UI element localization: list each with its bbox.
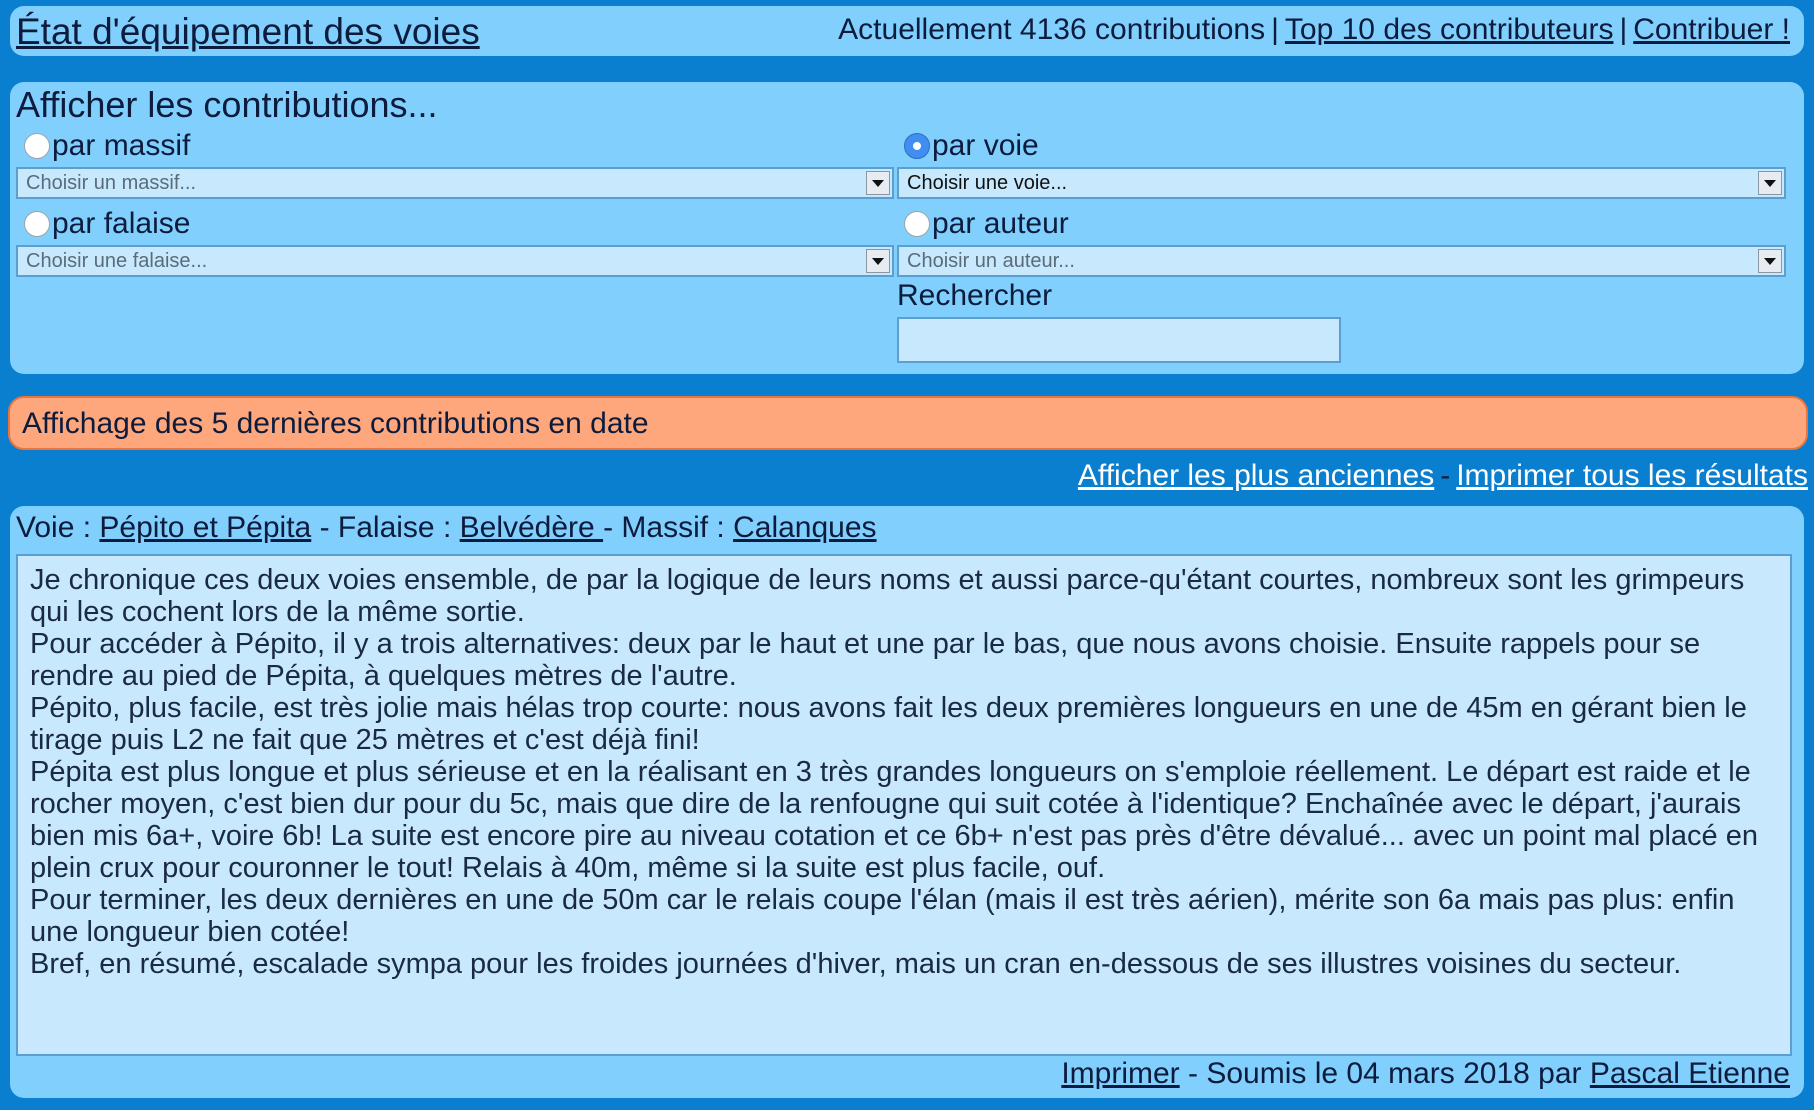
radio-option-falaise[interactable]	[24, 206, 190, 242]
radio-massif[interactable]	[24, 133, 50, 159]
comment-paragraph: Pépito, plus facile, est très jolie mais hélas trop courte: nous avons fait les deux premières longueurs en une de 45m en gérant bien le tirage puis L2 ne fait que 25 mètres et c'est déjà fini!	[30, 692, 1747, 756]
contribute-link[interactable]: Contribuer !	[1633, 13, 1790, 46]
filter-panel	[10, 82, 1804, 374]
massif-link[interactable]: Calanques	[733, 511, 877, 544]
comment-paragraph: Bref, en résumé, escalade sympa pour les froides journées d'hiver, mais un cran en-dessous de ses illustres voisines du secteur.	[30, 948, 1682, 980]
falaise-select[interactable]	[16, 245, 894, 277]
contribution-header	[16, 508, 877, 548]
chevron-down-icon	[866, 171, 890, 195]
top10-link[interactable]: Top 10 des contributeurs	[1284, 13, 1614, 46]
massif-select[interactable]	[16, 167, 894, 199]
radio-voie-label: par voie	[932, 129, 1039, 162]
radio-falaise[interactable]	[24, 211, 50, 237]
chevron-down-icon	[1758, 171, 1782, 195]
radio-option-auteur[interactable]	[904, 206, 1069, 242]
result-links	[1078, 456, 1808, 496]
radio-voie[interactable]	[904, 133, 930, 159]
contribution-footer	[1061, 1054, 1790, 1094]
auteur-select-text: Choisir un auteur...	[907, 250, 1075, 272]
info-bar-text: Affichage des 5 dernières contributions en date	[22, 407, 649, 440]
radio-option-massif[interactable]	[24, 128, 190, 164]
show-oldest-link[interactable]: Afficher les plus anciennes	[1077, 459, 1435, 492]
site-title-link[interactable]: État d'équipement des voies	[16, 11, 480, 52]
radio-auteur[interactable]	[904, 211, 930, 237]
author-link[interactable]: Pascal Etienne	[1589, 1057, 1790, 1090]
comment-paragraph: Je chronique ces deux voies ensemble, de par la logique de leurs noms et aussi parce-qu'étant courtes, nombreux sont les grimpeurs qui les cochent lors de la même sortie.	[30, 564, 1745, 628]
massif-select-text: Choisir un massif...	[26, 172, 197, 194]
voie-link[interactable]: Pépito et Pépita	[99, 511, 312, 544]
massif-label: - Massif :	[603, 511, 725, 544]
filter-title: Afficher les contributions...	[16, 84, 438, 125]
radio-auteur-label: par auteur	[932, 207, 1069, 240]
header-bar	[10, 6, 1804, 56]
contribution-text	[16, 554, 1792, 1056]
comment-paragraph: Pépita est plus longue et plus sérieuse et en la réalisant en 3 très grandes longueurs on s'emploie réellement. Le départ est raide et le rocher moyen, c'est bien dur pour du 5c, mais que dire de la renfougne qui suit cotée à l'identique? Enchaînée avec le départ, j'aurais bien mis 6a+, voire 6b! La suite est encore pire au niveau cotation et ce 6b+ n'est pas près d'être dévalué... avec un point mal placé en plein crux pour couronner le tout! Relais à 40m, même si la suite est plus facile, ouf.	[30, 756, 1758, 884]
radio-option-voie[interactable]	[904, 128, 1039, 164]
header-separator: |	[1271, 13, 1279, 46]
submitted-text: - Soumis le 04 mars 2018 par	[1188, 1057, 1582, 1090]
comment-paragraph: Pour terminer, les deux dernières en une de 50m car le relais coupe l'élan (mais il est très aérien), mérite son 6a mais pas plus: enfin une longueur bien cotée!	[30, 884, 1735, 948]
header-separator: |	[1619, 13, 1628, 46]
falaise-link[interactable]: Belvédère	[459, 511, 604, 544]
search-label: Rechercher	[897, 279, 1053, 312]
contribution-count: Actuellement 4136 contributions	[838, 13, 1266, 46]
print-link[interactable]: Imprimer	[1061, 1057, 1180, 1090]
falaise-label: - Falaise :	[319, 511, 452, 544]
chevron-down-icon	[866, 249, 890, 273]
auteur-select[interactable]	[897, 245, 1786, 277]
chevron-down-icon	[1758, 249, 1782, 273]
voie-select[interactable]	[897, 167, 1786, 199]
info-bar	[8, 396, 1808, 450]
search-input[interactable]	[897, 317, 1341, 363]
radio-falaise-label: par falaise	[52, 207, 191, 240]
voie-select-text: Choisir une voie...	[907, 172, 1068, 194]
falaise-select-text: Choisir une falaise...	[26, 250, 208, 272]
link-separator: -	[1440, 459, 1451, 492]
contribution-card	[10, 506, 1804, 1098]
voie-label: Voie :	[16, 511, 92, 544]
comment-paragraph: Pour accéder à Pépito, il y a trois alternatives: deux par le haut et une par le bas, que nous avons choisie. Ensuite rappels pour se rendre au pied de Pépita, à quelques mètres de l'autre.	[30, 628, 1701, 692]
radio-massif-label: par massif	[52, 129, 191, 162]
print-all-link[interactable]: Imprimer tous les résultats	[1456, 459, 1808, 492]
header-nav	[838, 12, 1790, 48]
